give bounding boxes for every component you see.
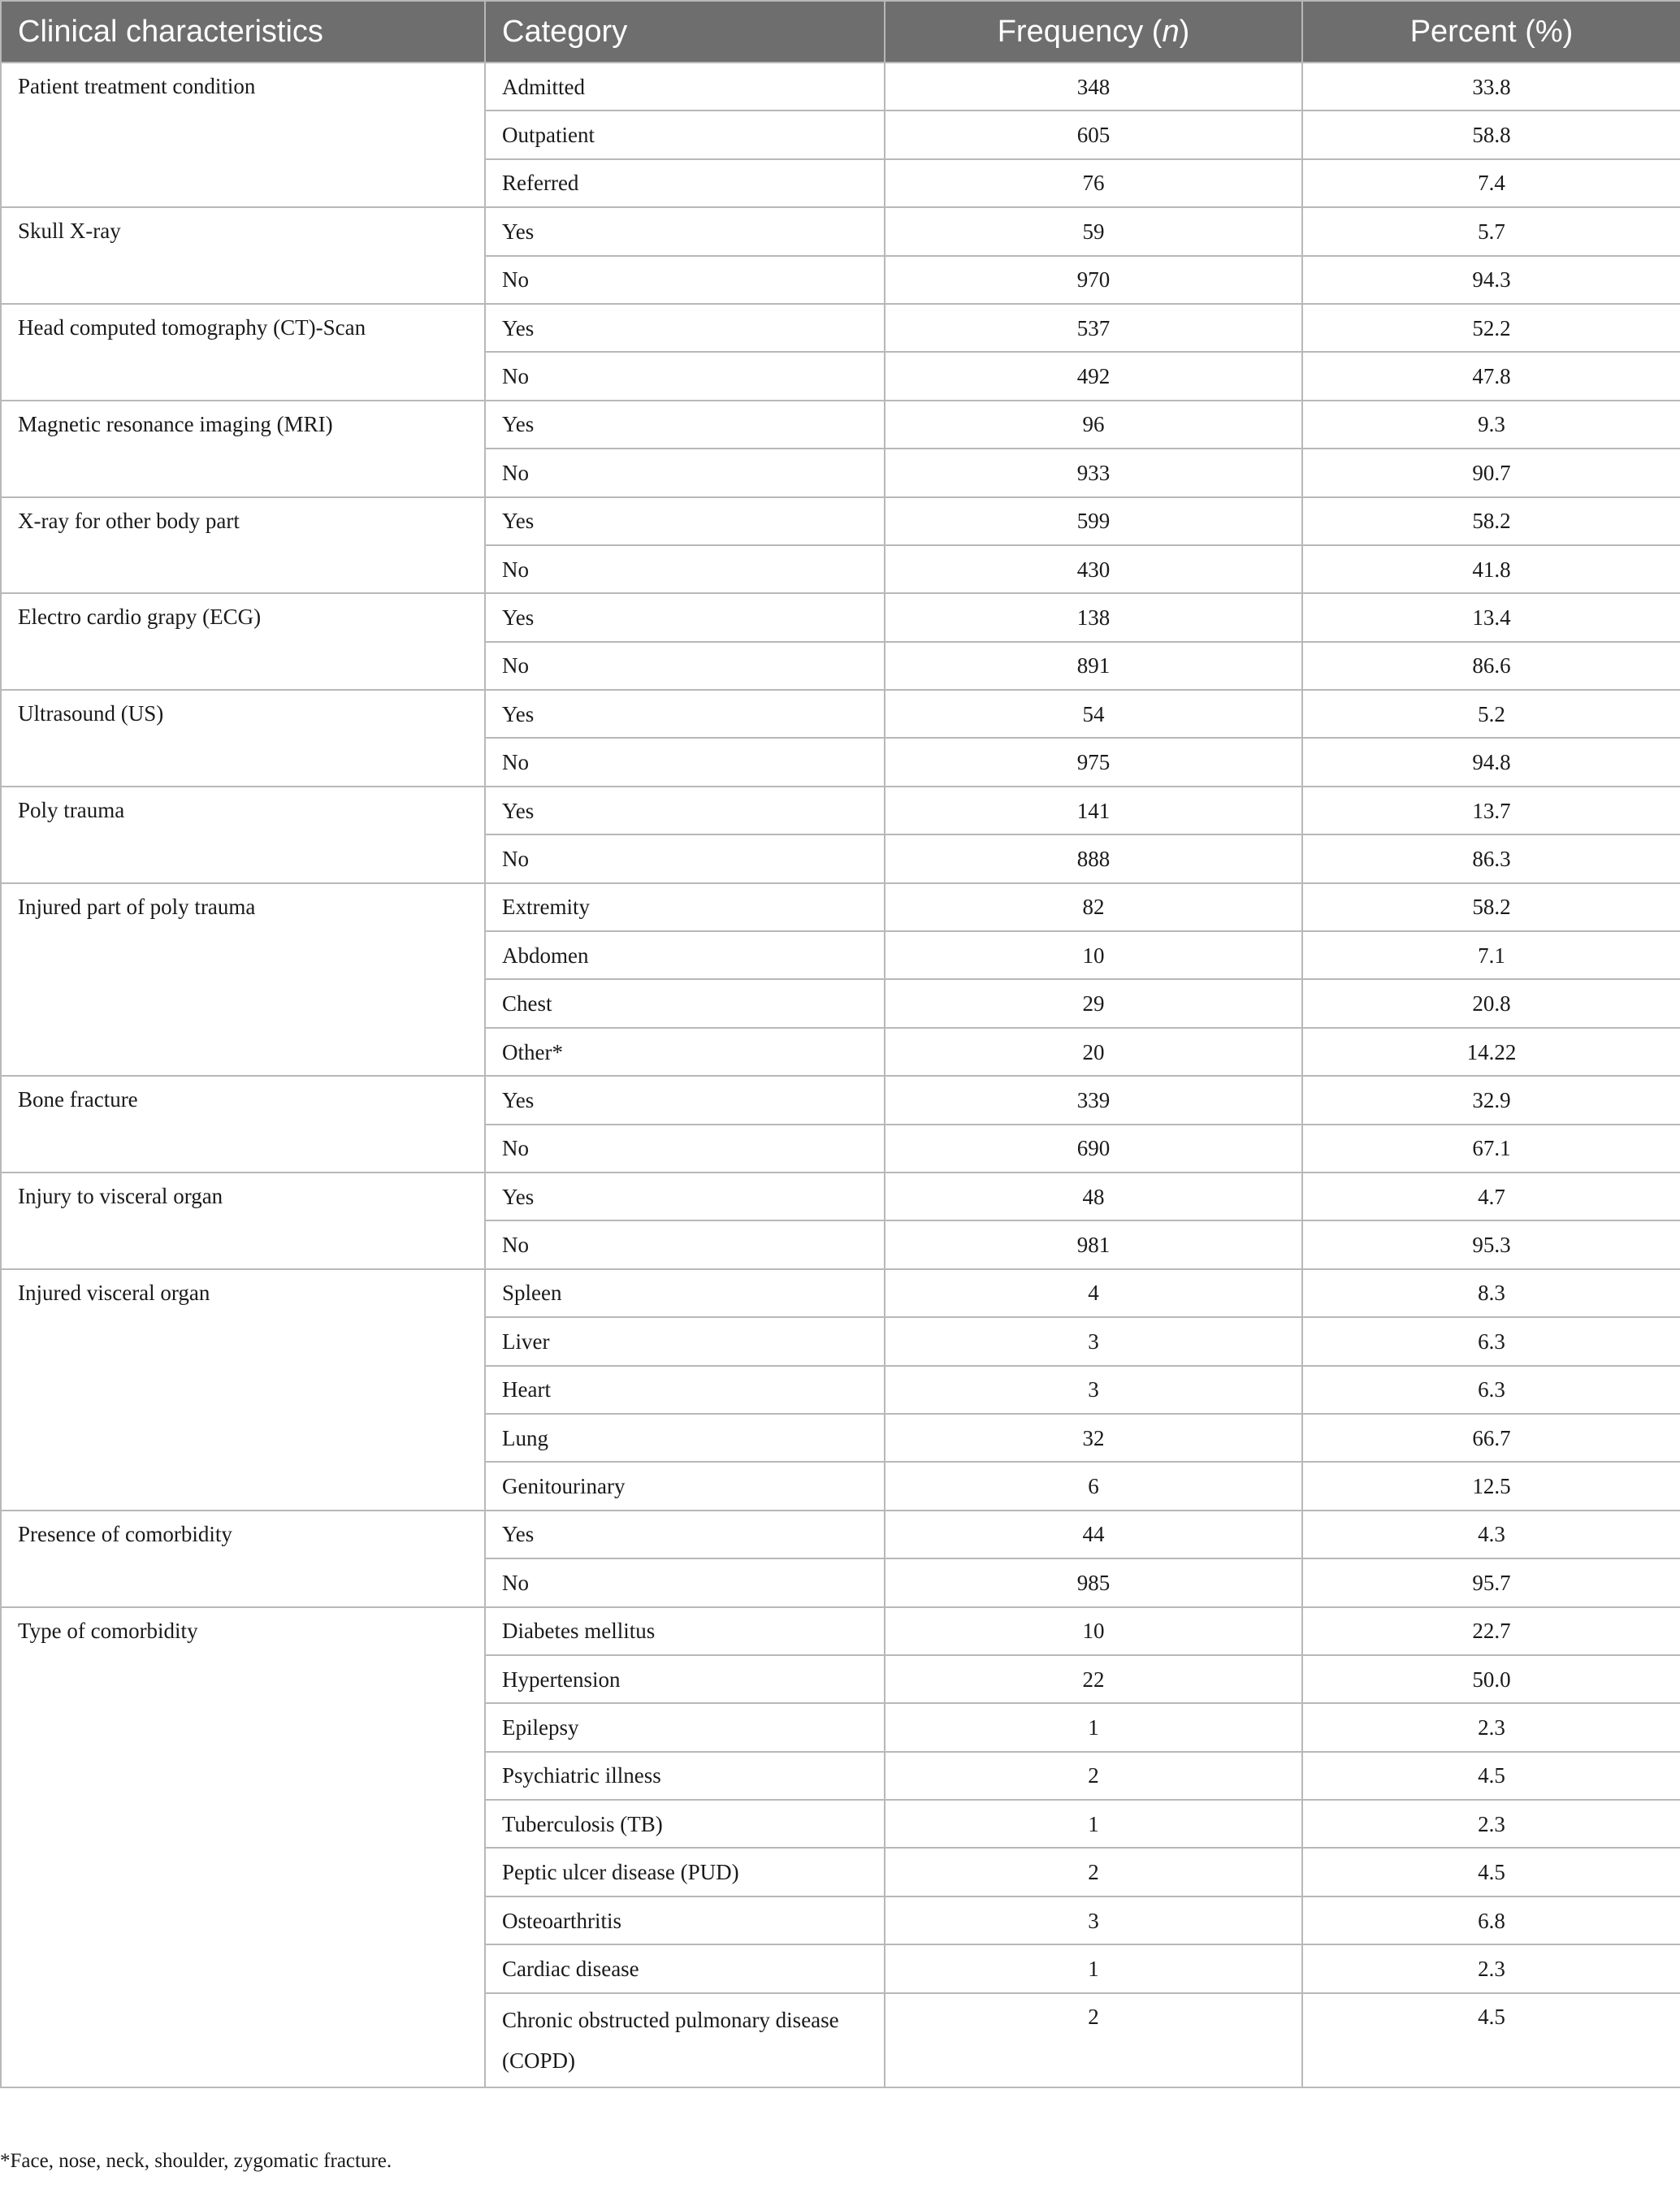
category-cell: Yes <box>485 690 885 738</box>
frequency-cell: 605 <box>885 111 1302 158</box>
frequency-cell: 891 <box>885 642 1302 690</box>
characteristic-cell: Type of comorbidity <box>1 1607 485 2087</box>
percent-cell: 52.2 <box>1302 304 1680 352</box>
category-cell: No <box>485 1558 885 1606</box>
percent-cell: 32.9 <box>1302 1076 1680 1124</box>
characteristic-cell: X-ray for other body part <box>1 497 485 594</box>
category-cell: Yes <box>485 593 885 641</box>
frequency-cell: 138 <box>885 593 1302 641</box>
percent-cell: 14.22 <box>1302 1028 1680 1076</box>
table-row <box>1 1511 1680 1558</box>
frequency-cell: 2 <box>885 1848 1302 1896</box>
category-cell: No <box>485 1220 885 1268</box>
percent-cell: 95.3 <box>1302 1220 1680 1268</box>
category-cell: No <box>485 1125 885 1173</box>
category-cell: Spleen <box>485 1269 885 1317</box>
frequency-cell: 970 <box>885 256 1302 304</box>
percent-cell: 20.8 <box>1302 979 1680 1027</box>
frequency-cell: 3 <box>885 1896 1302 1944</box>
category-cell: Outpatient <box>485 111 885 158</box>
percent-cell: 4.3 <box>1302 1511 1680 1558</box>
table-row <box>1 1076 1680 1124</box>
frequency-cell: 48 <box>885 1173 1302 1220</box>
percent-cell: 13.4 <box>1302 593 1680 641</box>
percent-cell: 4.7 <box>1302 1173 1680 1220</box>
category-cell: Yes <box>485 1076 885 1124</box>
frequency-cell: 141 <box>885 787 1302 834</box>
characteristic-cell: Poly trauma <box>1 787 485 883</box>
table-row <box>1 1607 1680 1655</box>
category-cell: No <box>485 352 885 400</box>
characteristic-cell: Magnetic resonance imaging (MRI) <box>1 401 485 497</box>
frequency-cell: 82 <box>885 883 1302 931</box>
frequency-cell: 690 <box>885 1125 1302 1173</box>
table-row <box>1 690 1680 738</box>
category-cell: Osteoarthritis <box>485 1896 885 1944</box>
category-cell: No <box>485 449 885 496</box>
table-row <box>1 1173 1680 1220</box>
frequency-cell: 10 <box>885 931 1302 979</box>
header-frequency-suffix: ) <box>1179 14 1190 49</box>
frequency-cell: 1 <box>885 1944 1302 1992</box>
frequency-cell: 981 <box>885 1220 1302 1268</box>
percent-cell: 66.7 <box>1302 1414 1680 1462</box>
header-frequency-prefix: Frequency ( <box>997 14 1163 49</box>
percent-cell: 2.3 <box>1302 1703 1680 1751</box>
frequency-cell: 985 <box>885 1558 1302 1606</box>
category-cell: Cardiac disease <box>485 1944 885 1992</box>
category-cell: Yes <box>485 497 885 545</box>
frequency-cell: 32 <box>885 1414 1302 1462</box>
frequency-cell: 10 <box>885 1607 1302 1655</box>
category-cell: Yes <box>485 401 885 449</box>
percent-cell: 7.4 <box>1302 159 1680 207</box>
percent-cell: 41.8 <box>1302 545 1680 593</box>
frequency-cell: 599 <box>885 497 1302 545</box>
table-row <box>1 401 1680 449</box>
header-frequency <box>885 1 1302 63</box>
characteristic-cell: Patient treatment condition <box>1 63 485 207</box>
category-cell: Yes <box>485 1511 885 1558</box>
frequency-cell: 339 <box>885 1076 1302 1124</box>
percent-cell: 90.7 <box>1302 449 1680 496</box>
category-cell: No <box>485 738 885 786</box>
percent-cell: 5.2 <box>1302 690 1680 738</box>
percent-cell: 6.3 <box>1302 1366 1680 1414</box>
category-cell: Liver <box>485 1317 885 1365</box>
category-cell: Diabetes mellitus <box>485 1607 885 1655</box>
table-row <box>1 787 1680 834</box>
characteristic-cell: Skull X-ray <box>1 207 485 304</box>
characteristic-cell: Injury to visceral organ <box>1 1173 485 1269</box>
category-cell: Genitourinary <box>485 1462 885 1510</box>
percent-cell: 94.3 <box>1302 256 1680 304</box>
frequency-cell: 537 <box>885 304 1302 352</box>
table-row <box>1 497 1680 545</box>
frequency-cell: 44 <box>885 1511 1302 1558</box>
frequency-cell: 29 <box>885 979 1302 1027</box>
footnote: *Face, nose, neck, shoulder, zygomatic fracture. <box>0 2150 392 2172</box>
frequency-cell: 492 <box>885 352 1302 400</box>
category-cell: No <box>485 256 885 304</box>
percent-cell: 22.7 <box>1302 1607 1680 1655</box>
characteristic-cell: Head computed tomography (CT)-Scan <box>1 304 485 401</box>
frequency-cell: 1 <box>885 1800 1302 1848</box>
percent-cell: 86.6 <box>1302 642 1680 690</box>
percent-cell: 9.3 <box>1302 401 1680 449</box>
percent-cell: 2.3 <box>1302 1944 1680 1992</box>
header-percent: Percent (%) <box>1302 1 1680 63</box>
percent-cell: 86.3 <box>1302 834 1680 882</box>
category-cell: Abdomen <box>485 931 885 979</box>
percent-cell: 58.2 <box>1302 497 1680 545</box>
category-cell: Hypertension <box>485 1655 885 1703</box>
category-cell: No <box>485 834 885 882</box>
characteristic-cell: Ultrasound (US) <box>1 690 485 787</box>
header-category: Category <box>485 1 885 63</box>
table-row <box>1 207 1680 255</box>
percent-cell: 13.7 <box>1302 787 1680 834</box>
frequency-cell: 3 <box>885 1366 1302 1414</box>
category-cell: Admitted <box>485 63 885 111</box>
frequency-cell: 3 <box>885 1317 1302 1365</box>
table-row <box>1 63 1680 111</box>
percent-cell: 95.7 <box>1302 1558 1680 1606</box>
percent-cell: 12.5 <box>1302 1462 1680 1510</box>
percent-cell: 33.8 <box>1302 63 1680 111</box>
frequency-cell: 22 <box>885 1655 1302 1703</box>
category-cell: No <box>485 642 885 690</box>
percent-cell: 8.3 <box>1302 1269 1680 1317</box>
header-row <box>1 1 1680 63</box>
frequency-cell: 1 <box>885 1703 1302 1751</box>
frequency-cell: 76 <box>885 159 1302 207</box>
characteristic-cell: Bone fracture <box>1 1076 485 1173</box>
category-cell: Referred <box>485 159 885 207</box>
category-cell: Yes <box>485 207 885 255</box>
percent-cell: 2.3 <box>1302 1800 1680 1848</box>
table-body <box>1 63 1680 2087</box>
category-cell: Tuberculosis (TB) <box>485 1800 885 1848</box>
header-characteristic: Clinical characteristics <box>1 1 485 63</box>
frequency-cell: 2 <box>885 1752 1302 1800</box>
frequency-cell: 348 <box>885 63 1302 111</box>
characteristic-cell: Injured part of poly trauma <box>1 883 485 1077</box>
frequency-cell: 20 <box>885 1028 1302 1076</box>
frequency-cell: 2 <box>885 1993 1302 2087</box>
category-cell: Yes <box>485 1173 885 1220</box>
category-cell: No <box>485 545 885 593</box>
frequency-cell: 430 <box>885 545 1302 593</box>
frequency-cell: 933 <box>885 449 1302 496</box>
characteristic-cell: Electro cardio grapy (ECG) <box>1 593 485 690</box>
percent-cell: 58.8 <box>1302 111 1680 158</box>
category-cell: Peptic ulcer disease (PUD) <box>485 1848 885 1896</box>
characteristic-cell: Injured visceral organ <box>1 1269 485 1511</box>
category-cell: Yes <box>485 304 885 352</box>
percent-cell: 47.8 <box>1302 352 1680 400</box>
percent-cell: 50.0 <box>1302 1655 1680 1703</box>
percent-cell: 4.5 <box>1302 1993 1680 2087</box>
frequency-cell: 96 <box>885 401 1302 449</box>
percent-cell: 67.1 <box>1302 1125 1680 1173</box>
frequency-cell: 59 <box>885 207 1302 255</box>
frequency-cell: 975 <box>885 738 1302 786</box>
category-cell: Chronic obstructed pulmonary disease (COPD) <box>485 1993 885 2087</box>
percent-cell: 7.1 <box>1302 931 1680 979</box>
table-row <box>1 593 1680 641</box>
table-row <box>1 1269 1680 1317</box>
category-cell: Heart <box>485 1366 885 1414</box>
frequency-cell: 6 <box>885 1462 1302 1510</box>
category-cell: Lung <box>485 1414 885 1462</box>
category-cell: Chest <box>485 979 885 1027</box>
category-cell: Extremity <box>485 883 885 931</box>
percent-cell: 4.5 <box>1302 1848 1680 1896</box>
category-cell: Yes <box>485 787 885 834</box>
percent-cell: 4.5 <box>1302 1752 1680 1800</box>
header-frequency-n: n <box>1162 14 1180 49</box>
frequency-cell: 888 <box>885 834 1302 882</box>
table-row <box>1 304 1680 352</box>
percent-cell: 6.3 <box>1302 1317 1680 1365</box>
category-cell: Epilepsy <box>485 1703 885 1751</box>
frequency-cell: 4 <box>885 1269 1302 1317</box>
percent-cell: 58.2 <box>1302 883 1680 931</box>
percent-cell: 5.7 <box>1302 207 1680 255</box>
percent-cell: 94.8 <box>1302 738 1680 786</box>
table-row <box>1 883 1680 931</box>
characteristic-cell: Presence of comorbidity <box>1 1511 485 1607</box>
category-cell: Other* <box>485 1028 885 1076</box>
percent-cell: 6.8 <box>1302 1896 1680 1944</box>
frequency-cell: 54 <box>885 690 1302 738</box>
category-cell: Psychiatric illness <box>485 1752 885 1800</box>
